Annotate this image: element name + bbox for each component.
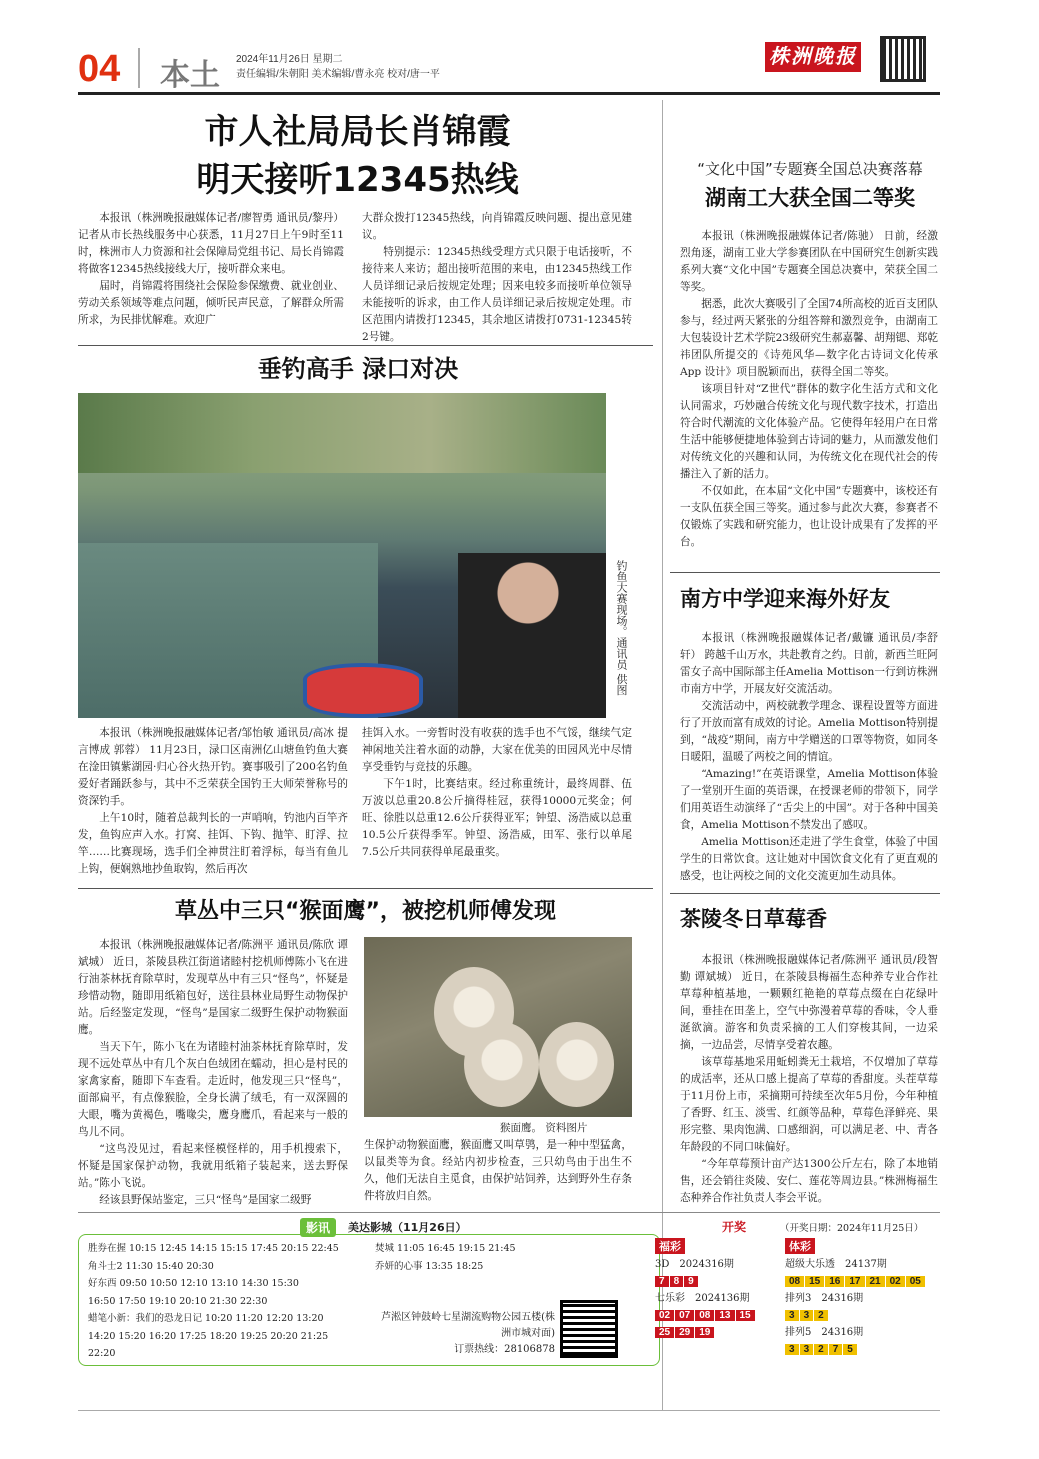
paragraph: 当天下午，陈小飞在为诸睦村油茶林抚育除草时，发现不远处草丛中有几个灰白色绒团在蠕动，担心是村民的家禽家畜，随即下车查看。走近时，他发现三只“怪鸟”，面部扁平，有点像猴脸，全身长满了绒毛，有一双深圆的大眼，嘴为黄褐色，嘴喙尖，鹰身鹰爪，看起来与一般的鸟儿不同。 (78, 1041, 348, 1138)
cinema-label: 影讯 (300, 1218, 336, 1237)
paragraph: “Amazing!”在英语课堂，Amelia Mottison体验了一堂别开生面的英语课，在授课老师的带领下，同学们用英语生动演绎了“舌尖上的中国”。对于各种中国美食，Amelia Mottison不禁发出了感叹。 (680, 768, 938, 831)
ball: 08 (695, 1310, 714, 1321)
cinema-schedule-2 (375, 1240, 575, 1275)
lottery-date: （开奖日期：2024年11月25日） (780, 1223, 924, 1234)
page-number: 04 (78, 48, 121, 90)
section-rule (670, 893, 940, 894)
article3-title: 草丛中三只“猴面鹰”，被挖机师傅发现 (175, 899, 556, 924)
article5-title: 南方中学迎来海外好友 (680, 586, 890, 611)
article2-col2 (362, 725, 632, 861)
schedule-line: 16:50 17:50 19:10 20:10 21:30 22:30 (88, 1295, 268, 1307)
ball: 3 (785, 1344, 799, 1355)
cinema-schedule (88, 1240, 368, 1363)
article1-title-line2: 明天接听12345热线 (196, 160, 519, 200)
paragraph: 本报讯（株洲晚报融媒体记者/邹怡敏 通讯员/高冰 提 言博成 郭蓉） 11月23日，渌口区南洲亿山塘鱼钓鱼大赛在淦田镇紫湖园·归心谷火热开钓。赛事吸引了200名钓鱼爱好者踊跃参与，其中不乏荣获全国钓王大师荣誉称号的资深钓手。 (78, 727, 348, 807)
lottery-game-name: 排列5 24316期 (785, 1327, 864, 1338)
ball: 02 (655, 1310, 674, 1321)
paragraph: 该草莓基地采用蚯蚓粪无土栽培，不仅增加了草莓的成活率，还从口感上提高了草莓的香甜度。头茬草莓于11月份上市，采摘期可持续至次年5月份，今年种植了香野、红玉、淡雪、红颜等品种，草莓色泽鲜亮、果形完整、果肉饱满、口感细润，可以满足老、中、青各年龄段的不同口味偏好。 (680, 1056, 938, 1153)
lottery-game-name: 超级大乐透 24137期 (785, 1259, 887, 1270)
photo-trees (78, 393, 606, 473)
bottom-rule (78, 1212, 940, 1213)
paragraph: 经该县野保站鉴定，三只“怪鸟”是国家二级野 (99, 1194, 312, 1206)
ball: 9 (684, 1276, 698, 1287)
paragraph: 特别提示：12345热线受理方式只限于电话接听，不接待来人来访；超出接听范围的来电，由12345热线工作人员详细记录后按规定处理；因来电较多而接听单位领导未能接听的诉求，由工作人员详细记录后按规定处理。市区范围内请拨打12345，其余地区请拨打0731-12345转2号键。 (362, 246, 632, 343)
paragraph: 届时，肖锦霞将围绕社会保险参保缴费、就业创业、劳动关系领域等难点问题，倾听民声民意，了解群众所需所求，为民排忧解难。欢迎广 (78, 280, 344, 326)
paragraph: “今年草莓预计亩产达1300公斤左右，除了本地销售，还会销往炎陵、安仁、莲花等周边县。”株洲梅福生态种养合作社负责人李会平说。 (680, 1158, 938, 1204)
lottery-numbers (785, 1273, 940, 1290)
lottery-game-name: 排列3 24316期 (785, 1293, 864, 1304)
schedule-line: 蜡笔小新：我们的恐龙日记 10:20 11:20 12:20 13:20 (88, 1313, 324, 1324)
paragraph: 该项目针对“Z世代”群体的数字化生活方式和文化认同需求，巧妙融合传统文化与现代数字技术，打造出符合时代潮流的文化体验产品。它使得年轻用户在日常生活中能够便捷地体验到古诗词的魅力，从而激发他们对传统文化的兴趣和认同，为传统文化在现代社会的传播注入了新的活力。 (680, 383, 938, 480)
lottery-fucai (655, 1238, 780, 1341)
section-title: 本土 (160, 59, 220, 92)
article1-col2 (362, 210, 632, 346)
ticai-label: 体彩 (785, 1238, 815, 1254)
article4-body (680, 228, 938, 551)
ball: 3 (800, 1310, 814, 1321)
ball: 5 (843, 1344, 857, 1355)
ball: 8 (670, 1276, 684, 1287)
schedule-line: 胜券在握 10:15 12:45 14:15 15:15 17:45 20:15 22:45 (88, 1243, 339, 1254)
section-rule (78, 888, 653, 889)
ball: 29 (675, 1327, 694, 1338)
ball: 7 (829, 1344, 843, 1355)
owl-chick (539, 1022, 614, 1107)
qr-code-icon (880, 36, 926, 82)
ball: 3 (800, 1344, 814, 1355)
ball: 2 (814, 1310, 828, 1321)
article4-title: 湖南工大获全国二等奖 (705, 185, 915, 210)
paragraph: “这鸟没见过，看起来怪模怪样的，用手机搜索下，怀疑是国家保护动物，我就用纸箱子装起来，送去野保站。”陈小飞说。 (78, 1143, 348, 1189)
cinema-hotline: 订票热线：28106878 (454, 1344, 555, 1355)
paragraph: 交流活动中，两校就教学理念、课程设置等方面进行了开放而富有成效的讨论。Amelia Mottison特别提到，“战疫”期间，南方中学赠送的口罩等物资，如同冬日暖阳，温暖了两校之间的情谊。 (680, 700, 938, 763)
paragraph: 本报讯（株洲晚报融媒体记者/陈洲平 通讯员/段智勤 谭斌城） 近日，在茶陵县梅福生态种养专业合作社草莓种植基地，一颗颗红艳艳的草莓点缀在白花绿叶间，垂挂在田垄上，空气中弥漫着草莓的香味，令人垂涎欲滴。游客和负责采摘的工人们穿梭其间，一边采摘，一边品尝，尽情享受着农趣。 (680, 954, 938, 1051)
article6-body (680, 952, 938, 1207)
owl-photo-caption: 猴面鹰。 资料图片 (500, 1122, 588, 1134)
section-rule (78, 345, 653, 346)
ball: 3 (785, 1310, 799, 1321)
article1-col1 (78, 210, 344, 329)
column-divider (662, 100, 663, 1410)
ball: 7 (655, 1276, 669, 1287)
lottery-numbers (655, 1273, 780, 1290)
cinema-title: 美达影城（11月26日） (348, 1221, 467, 1234)
paragraph: 本报讯（株洲晚报融媒体记者/戴镰 通讯员/李舒轩） 跨越千山万水，共赴教育之约。日前，新西兰旺阿雷女子高中国际部主任Amelia Mottison一行到访株洲市南方中学，开展友好交流活动。 (680, 632, 938, 695)
ball: 07 (675, 1310, 694, 1321)
article3-col1 (78, 937, 348, 1209)
schedule-line: 好东西 09:50 10:50 12:10 13:10 14:30 15:30 (88, 1278, 299, 1289)
lottery-numbers (655, 1307, 780, 1324)
lottery-numbers (785, 1307, 940, 1324)
ball: 21 (866, 1276, 885, 1287)
editor-line: 责任编辑/朱朝阳 美术编辑/曹永亮 校对/唐一平 (236, 69, 440, 80)
article1-title-line1: 市人社局局长肖锦霞 (204, 112, 511, 152)
ball: 02 (886, 1276, 905, 1287)
lottery-numbers (785, 1341, 940, 1358)
article1-title (80, 108, 635, 204)
header-rule (78, 92, 940, 95)
ball: 19 (695, 1327, 714, 1338)
ball: 15 (805, 1276, 824, 1287)
footer-rule (78, 1410, 940, 1411)
date-line: 2024年11月26日 星期二 (236, 54, 343, 65)
paragraph: 下午1时，比赛结束。经过称重统计，最终周群、伍万波以总重20.8公斤摘得桂冠，获得10000元奖金；何旺、徐胜以总重12.6公斤获得亚军；钟望、汤浩威以总重10.5公斤获得季军。钟望、汤浩威，田军、张行以单尾7.5公斤共同获得单尾最重奖。 (362, 778, 632, 858)
article2-col1 (78, 725, 348, 878)
article5-body (680, 630, 938, 885)
ball: 15 (736, 1310, 755, 1321)
lottery-ticai (785, 1238, 940, 1358)
cinema-qr-icon (560, 1300, 618, 1358)
ball: 16 (825, 1276, 844, 1287)
lottery-label: 开奖 (722, 1220, 747, 1234)
newspaper-logo: 株洲晚报 (765, 42, 861, 72)
ball: 2 (814, 1344, 828, 1355)
lottery-game-name: 3D 2024316期 (655, 1259, 734, 1270)
article4-kicker: “文化中国”专题赛全国总决赛落幕 (697, 160, 923, 178)
schedule-line: 角斗士2 11:30 15:40 20:30 (88, 1260, 214, 1272)
article6-title: 茶陵冬日草莓香 (680, 906, 827, 931)
lottery-numbers (655, 1324, 780, 1341)
schedule-line: 焚城 11:05 16:45 19:15 21:45 (375, 1243, 516, 1254)
article3-col2 (364, 1137, 632, 1205)
paragraph: 本报讯（株洲晚报融媒体记者/陈驰） 日前，经激烈角逐，湖南工业大学参赛团队在中国研究生创新实践系列大赛“文化中国”专题赛全国总决赛中，荣获全国二等奖。 (680, 230, 938, 293)
cinema-address (375, 1310, 555, 1358)
section-rule (670, 572, 940, 573)
paragraph: 大群众拨打12345热线，向肖锦霞反映问题、提出意见建议。 (362, 212, 632, 241)
paragraph: 本报讯（株洲晚报融媒体记者/廖智勇 通讯员/黎丹） 记者从市长热线服务中心获悉，11月27日上午9时至11时，株洲市人力资源和社会保障局党组书记、局长肖锦霞将做客12345热线接线大厅，接听群众来电。 (78, 212, 344, 275)
photo-bucket (303, 663, 423, 718)
paragraph: 本报讯（株洲晚报融媒体记者/陈洲平 通讯员/陈欣 谭斌城） 近日，茶陵县秩江街道诸睦村挖机师傅陈小飞在进行油茶林抚育除草时，发现草丛中有三只“怪鸟”，怀疑是珍惜动物，随即用纸箱包好，送往县林业局野生动物保护站。后经鉴定发现，“怪鸟”是国家二级野生保护动物猴面鹰。 (78, 939, 348, 1036)
schedule-line: 乔妍的心事 13:35 18:25 (375, 1260, 484, 1272)
fucai-label: 福彩 (655, 1238, 685, 1254)
paragraph: 据悉，此次大赛吸引了全国74所高校的近百支团队参与，经过两天紧张的分组答辩和激烈竞争，由湖南工大包装设计艺术学院23级研究生郝嘉馨、胡翔锶、郑乾祎团队所提交的《诗苑风华—数字化古诗词文化传承 App 设计》项目脱颖而出，获得全国二等奖。 (680, 298, 938, 378)
ball: 05 (906, 1276, 925, 1287)
article2-title: 垂钓高手 渌口对决 (257, 355, 459, 383)
header-divider (138, 48, 140, 88)
paragraph: Amelia Mottison还走进了学生食堂，体验了中国学生的日常饮食。这让她对中国饮食文化有了更直观的感受，也让两校之间的文化交流更加生动具体。 (680, 836, 938, 882)
paragraph: 挂饵入水。一旁暂时没有收获的选手也不气馁，继续气定神闲地关注着水面的动静，大家在优美的田园风光中尽情享受垂钓与竞技的乐趣。 (362, 727, 632, 773)
schedule-line: 22:20 (88, 1348, 116, 1359)
ball: 13 (715, 1310, 734, 1321)
owl-chick (464, 1022, 539, 1107)
ball: 25 (655, 1327, 674, 1338)
photo-person (458, 553, 606, 718)
paragraph: 生保护动物猴面鹰，猴面鹰又叫草鸮，是一种中型猛禽，以鼠类等为食。经站内初步检查，三只幼鸟由于出生不久，他们无法自主觅食，由保护站饲养，达到野外生存条件将放归自然。 (364, 1139, 632, 1202)
header-info (236, 52, 440, 82)
schedule-line: 14:20 15:20 16:20 17:25 18:20 19:25 20:20 21:25 (88, 1330, 329, 1342)
cinema-address-text: 芦淞区钟鼓岭七星湖流购物公园五楼(株洲市城对面) (381, 1312, 555, 1339)
paragraph: 不仅如此，在本届“文化中国”专题赛中，该校还有一支队伍获全国三等奖。通过参与此次大赛，参赛者不仅锻炼了实践和研究能力，也让设计成果有了发挥的平台。 (680, 485, 938, 548)
fishing-photo-caption: 钓鱼大赛现场。通讯员 供图 (615, 560, 628, 696)
paragraph: 上午10时，随着总裁判长的一声哨响，钓池内百竿齐发，鱼钩应声入水。打窝、挂饵、下钩、抛竿、盯浮、拉竿……比赛现场，选手们全神贯注盯着浮标，每当有鱼儿上钩，便娴熟地抄鱼取钩，然后再次 (78, 812, 348, 875)
owl-photo (364, 937, 632, 1117)
ball: 08 (785, 1276, 804, 1287)
lottery-game-name: 七乐彩 2024136期 (655, 1293, 750, 1304)
ball: 17 (845, 1276, 864, 1287)
fishing-photo (78, 393, 606, 718)
